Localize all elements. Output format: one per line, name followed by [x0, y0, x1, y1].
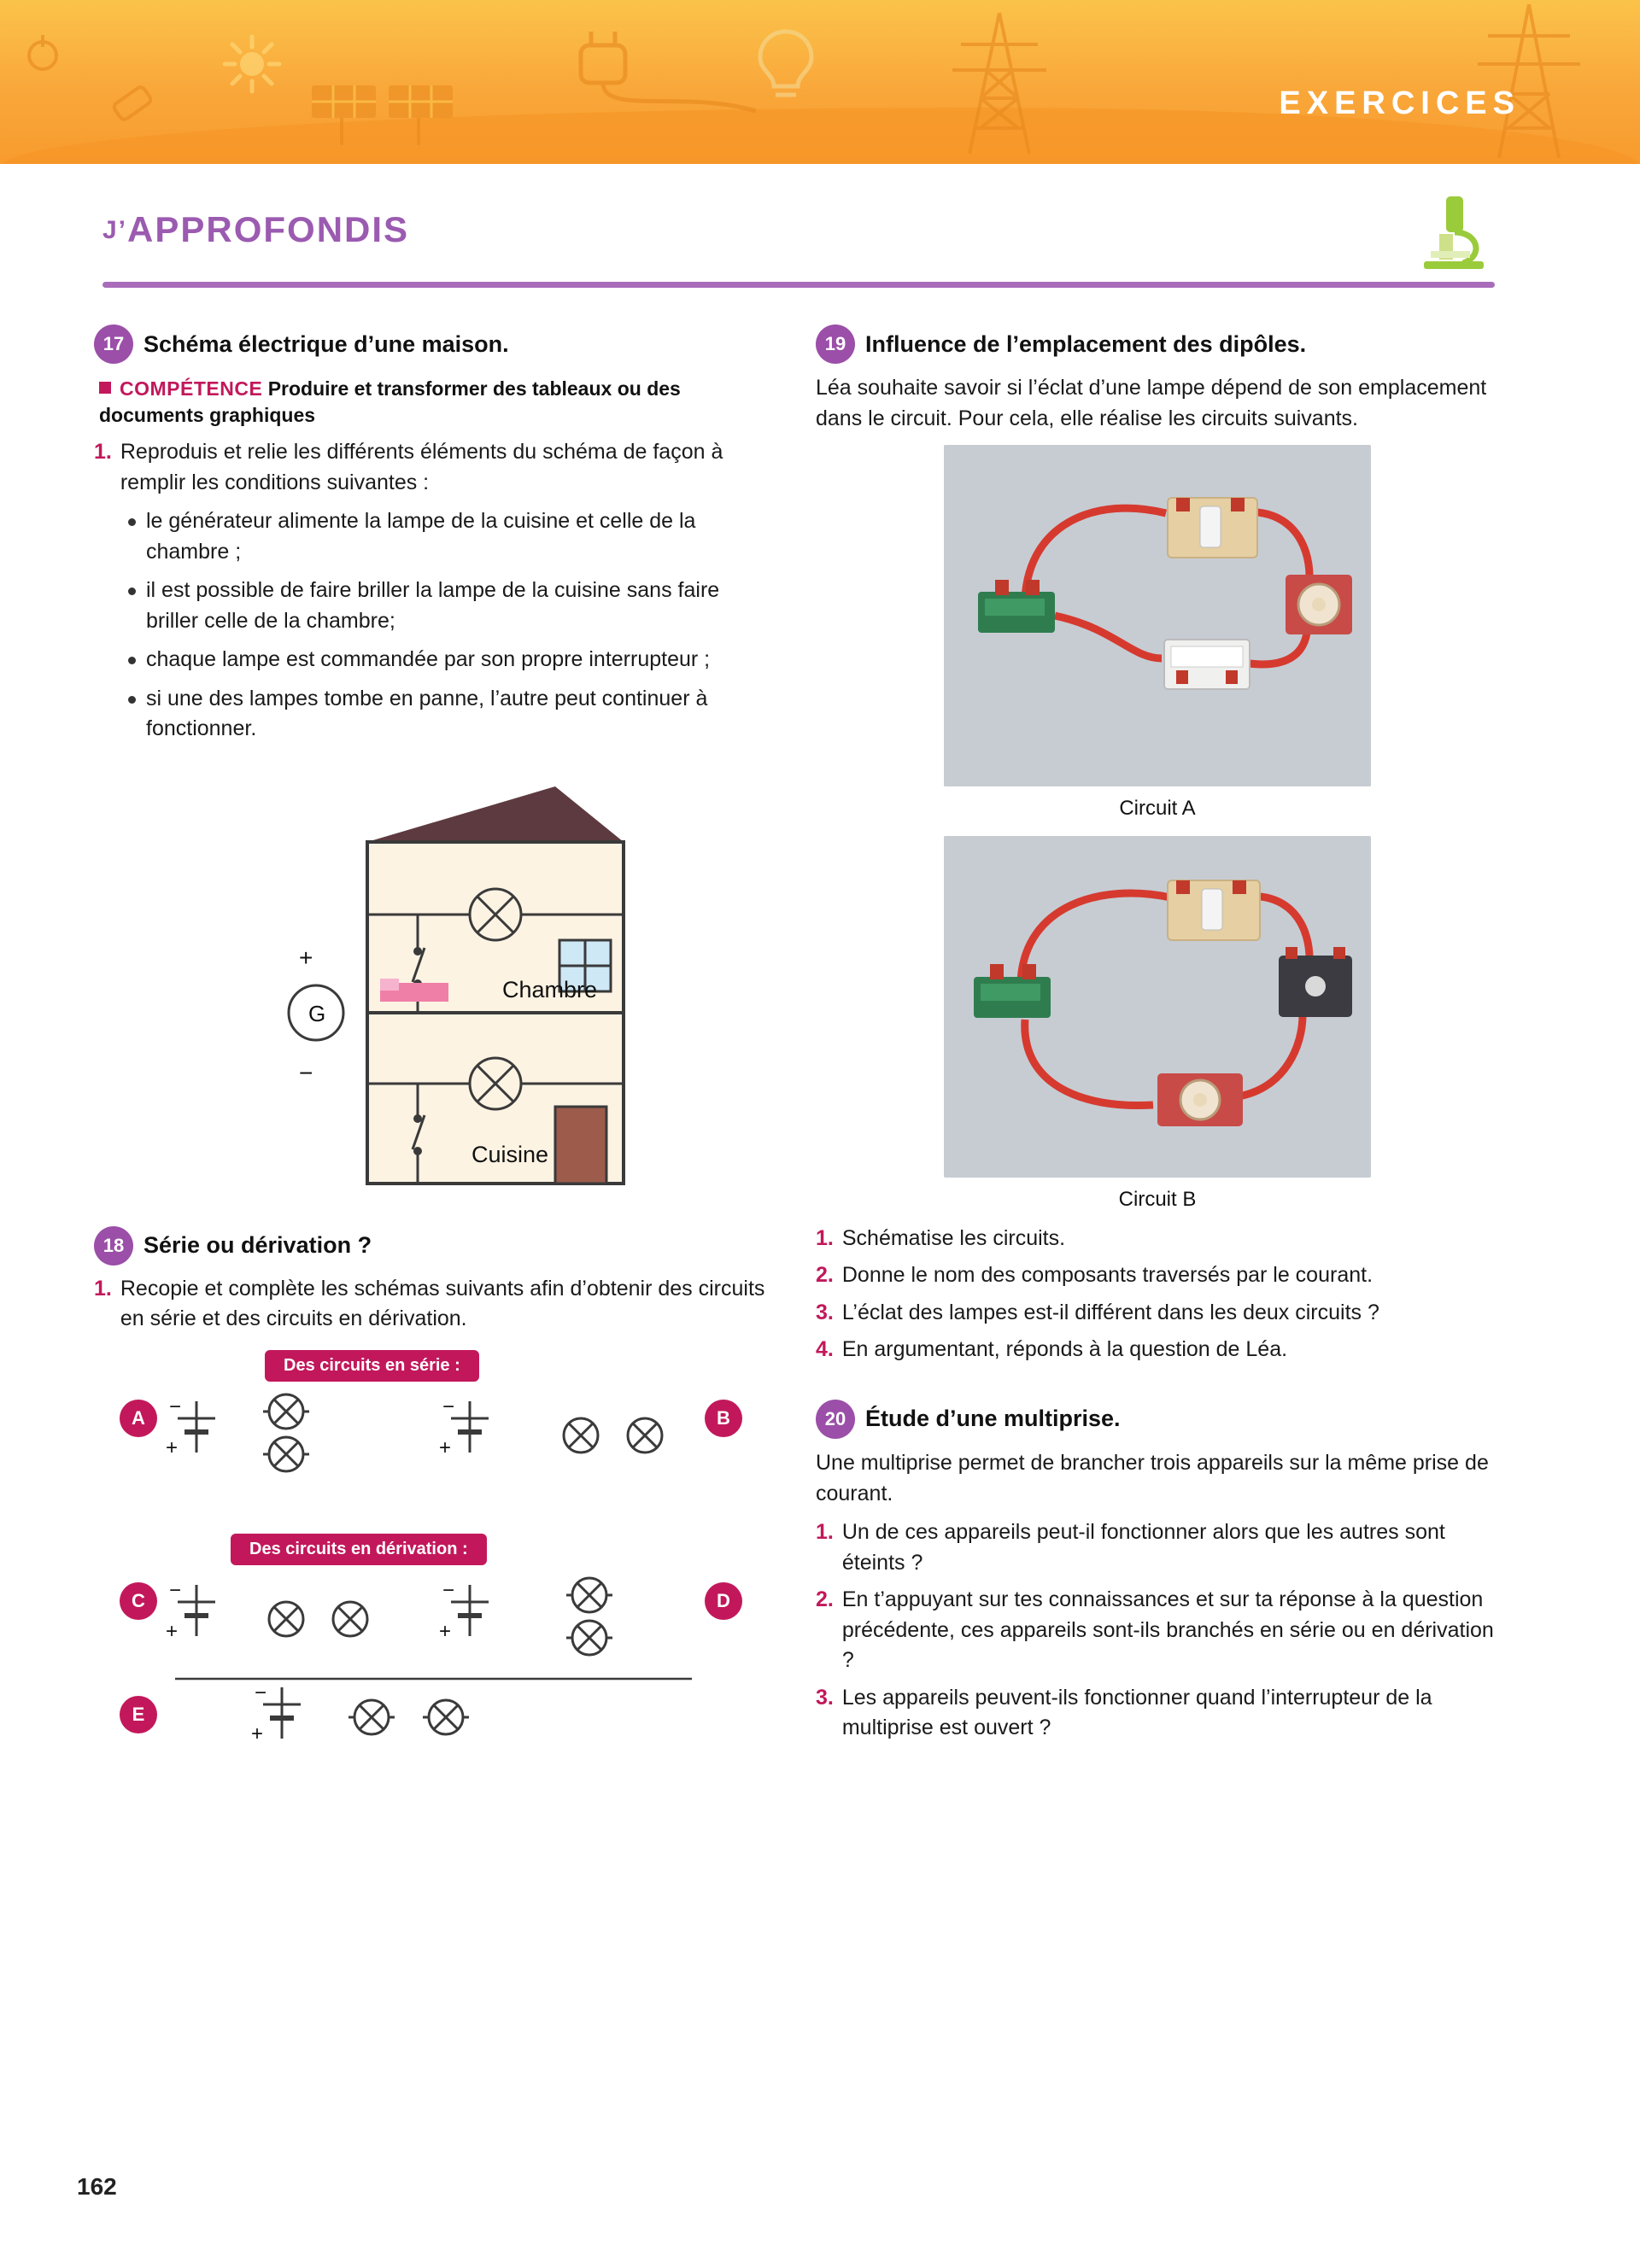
photo-circuit-a-caption: Circuit A	[1119, 796, 1196, 820]
tag-parallel: Des circuits en dérivation :	[231, 1534, 487, 1565]
section-title-rule	[102, 282, 1495, 288]
page-header-band	[0, 0, 1640, 164]
generator-minus: −	[299, 1059, 313, 1086]
circuit-letter-e: E	[120, 1696, 157, 1733]
exercise-18	[94, 1226, 777, 1751]
exercise-20-number: 20	[816, 1400, 855, 1439]
exercise-17-header	[94, 324, 777, 364]
exercise-19-intro: Léa souhaite savoir si l’éclat d’une lampe dépend de son emplacement dans le circuit. Pour cela, elle réalise les circuits suivants.	[816, 376, 1487, 431]
bullet-dot-icon	[128, 587, 136, 595]
exercise-17	[94, 324, 777, 1192]
exercise-19-question-4	[816, 1335, 1499, 1365]
pylon-icon	[922, 9, 1076, 158]
photo-circuit-a	[944, 445, 1371, 786]
photo-circuit-b	[944, 836, 1371, 1178]
exercise-19-question-2	[816, 1260, 1499, 1291]
exercise-17-question-1	[94, 437, 777, 498]
exercise-20-question-2	[816, 1585, 1499, 1676]
question-number: 1.	[94, 440, 112, 465]
bulb-icon	[752, 21, 820, 115]
circuit-letter-d: D	[705, 1582, 742, 1620]
exercise-17-competence	[99, 376, 777, 429]
exercise-19-title: Influence de l’emplacement des dipôles.	[865, 330, 1307, 357]
battery-icon	[17, 30, 68, 81]
exercise-20-title: Étude d’une multiprise.	[865, 1406, 1121, 1431]
exercise-17-bullets	[128, 506, 777, 745]
question-number: 2.	[816, 1587, 834, 1611]
list-item	[128, 684, 777, 745]
svg-text:−: −	[442, 1394, 455, 1418]
question-text: Schématise les circuits.	[841, 1225, 1066, 1250]
battery-icon	[102, 77, 162, 137]
competence-text: Produire et transformer des tableaux ou des documents graphiques	[99, 377, 681, 427]
section-title-prefix: J’	[102, 216, 128, 244]
bullet-dot-icon	[128, 518, 136, 526]
generator-label: G	[308, 1000, 326, 1026]
bullet-dot-icon	[128, 657, 136, 664]
svg-text:−: −	[169, 1578, 182, 1602]
exercise-20-question-3	[816, 1683, 1499, 1744]
competence-label: COMPÉTENCE	[120, 377, 263, 400]
exercise-18-title: Série ou dérivation ?	[144, 1232, 372, 1259]
left-column	[94, 324, 777, 1751]
exercise-19-question-3	[816, 1298, 1499, 1329]
svg-text:+: +	[251, 1721, 264, 1745]
question-number: 2.	[816, 1263, 834, 1287]
list-item	[128, 576, 777, 636]
pylon-icon	[1452, 0, 1606, 162]
section-title-block	[102, 209, 1538, 250]
question-number: 3.	[816, 1300, 834, 1324]
exercise-18-number: 18	[94, 1226, 133, 1266]
exercise-20	[816, 1400, 1499, 1744]
bullet-text: chaque lampe est commandée par son propre interrupteur ;	[146, 647, 711, 672]
generator-plus: +	[299, 944, 313, 971]
room-label-chambre: Chambre	[502, 976, 598, 1002]
question-text: Les appareils peuvent-ils fonctionner quand l’interrupteur de la multiprise est ouvert ?	[841, 1685, 1432, 1739]
plug-icon	[564, 30, 769, 132]
question-number: 1.	[816, 1225, 834, 1250]
competence-square-icon	[99, 382, 111, 394]
question-number: 1.	[94, 1276, 112, 1301]
exercise-20-question-1	[816, 1517, 1499, 1578]
question-text: Donne le nom des composants traversés par le courant.	[841, 1263, 1374, 1287]
microscope-icon	[1405, 190, 1499, 284]
exercise-18-question-1	[94, 1274, 777, 1335]
right-column	[816, 324, 1499, 1751]
exercise-20-intro: Une multiprise permet de brancher trois appareils sur la même prise de courant.	[816, 1450, 1489, 1505]
svg-text:−: −	[255, 1681, 267, 1704]
sun-icon	[218, 30, 286, 98]
svg-text:+: +	[166, 1619, 179, 1643]
question-text: Reproduis et relie les différents éléments du schéma de façon à remplir les conditions suivantes :	[120, 440, 723, 494]
exercise-17-number: 17	[94, 324, 133, 364]
svg-text:+: +	[439, 1435, 452, 1459]
exercise-20-header	[816, 1400, 1499, 1439]
svg-text:−: −	[442, 1578, 455, 1602]
room-label-cuisine: Cuisine	[472, 1141, 549, 1167]
exercise-19-question-1	[816, 1224, 1499, 1254]
bullet-text: il est possible de faire briller la lampe de la cuisine sans faire briller celle de la chambre;	[146, 578, 720, 633]
section-title	[102, 209, 1538, 250]
photo-circuit-b-caption: Circuit B	[1118, 1187, 1197, 1211]
question-number: 1.	[816, 1520, 834, 1544]
svg-text:−: −	[169, 1394, 182, 1418]
section-title-main: APPROFONDIS	[127, 209, 410, 249]
question-number: 4.	[816, 1337, 834, 1361]
page-number: 162	[77, 2173, 117, 2200]
series-parallel-figure	[94, 1350, 769, 1751]
solar-panel-icon	[303, 77, 474, 154]
exercise-17-title: Schéma électrique d’une maison.	[144, 330, 509, 357]
tag-series: Des circuits en série :	[265, 1350, 479, 1382]
question-text: L’éclat des lampes est-il différent dans les deux circuits ?	[841, 1300, 1379, 1324]
exercise-19-header	[816, 324, 1499, 364]
svg-text:+: +	[439, 1619, 452, 1643]
question-text: Recopie et complète les schémas suivants afin d’obtenir des circuits en série et des circuits en dérivation.	[120, 1276, 765, 1331]
question-text: Un de ces appareils peut-il fonctionner alors que les autres sont éteints ?	[841, 1520, 1445, 1575]
exercise-19-number: 19	[816, 324, 855, 364]
circuit-letter-a: A	[120, 1400, 157, 1437]
page-header-title: EXERCICES	[1279, 85, 1520, 121]
question-number: 3.	[816, 1685, 834, 1710]
svg-text:+: +	[166, 1435, 179, 1459]
list-item	[128, 645, 777, 675]
question-text: En t’appuyant sur tes connaissances et sur ta réponse à la question précédente, ces appareils sont-ils branchés en série ou en dérivation ?	[841, 1587, 1494, 1672]
bullet-text: si une des lampes tombe en panne, l’autre peut continuer à fonctionner.	[146, 686, 708, 741]
exercise-18-header	[94, 1226, 777, 1266]
bullet-text: le générateur alimente la lampe de la cuisine et celle de la chambre ;	[146, 509, 696, 564]
exercise-19	[816, 324, 1499, 1365]
circuit-letter-c: C	[120, 1582, 157, 1620]
house-schematic-figure	[196, 765, 675, 1192]
bullet-dot-icon	[128, 696, 136, 704]
list-item	[128, 506, 777, 567]
circuit-letter-b: B	[705, 1400, 742, 1437]
question-text: En argumentant, réponds à la question de Léa.	[841, 1337, 1288, 1361]
